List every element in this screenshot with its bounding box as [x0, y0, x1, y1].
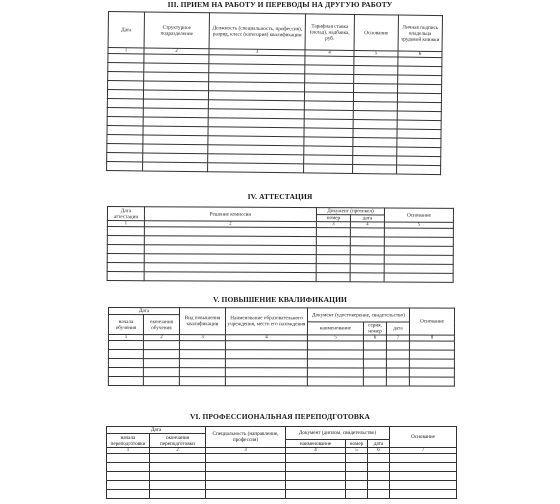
- column-number: 2: [144, 221, 316, 228]
- attestation-table: [107, 206, 454, 283]
- blank-cell: [108, 377, 143, 386]
- blank-cell: [384, 273, 453, 282]
- header-basis: Основание: [384, 208, 453, 222]
- header-row: [108, 12, 442, 52]
- header-end: окончания обучения: [143, 315, 179, 335]
- blank-cell: [350, 255, 384, 264]
- header-document-date: дата: [368, 440, 390, 448]
- blank-cell: [316, 264, 350, 273]
- header-end: окончания переподготовки: [150, 434, 206, 448]
- table-body: [107, 54, 442, 175]
- blank-cell: [179, 359, 225, 368]
- blank-cell: [150, 463, 206, 472]
- blank-cell: [350, 237, 384, 246]
- blank-cell: [350, 264, 384, 273]
- blank-cell: [108, 63, 144, 72]
- blank-cell: [179, 377, 225, 386]
- header-rate: Тарифная ставка (оклад), надбавка, руб.: [305, 14, 354, 51]
- header-department: Структурное подразделение: [144, 12, 209, 49]
- blank-cell: [107, 236, 144, 245]
- header-document: Документ (протокол): [316, 208, 384, 215]
- blank-cell: [368, 472, 390, 481]
- blank-cell: [304, 164, 353, 174]
- column-number: 3: [316, 222, 350, 228]
- blank-cell: [107, 227, 144, 236]
- blank-cell: [107, 481, 150, 490]
- blank-cell: [384, 246, 453, 255]
- blank-cell: [316, 255, 350, 264]
- blank-cell: [206, 472, 286, 481]
- blank-cell: [307, 368, 363, 377]
- column-number: 6: [368, 448, 390, 454]
- blank-cell: [286, 490, 346, 499]
- column-number: 4: [286, 448, 346, 454]
- header-basis: Основание: [409, 308, 454, 335]
- blank-cell: [107, 125, 143, 134]
- header-document-series: серия, номер: [363, 322, 386, 335]
- blank-cell: [225, 350, 307, 359]
- section-3-title: III. ПРИЕМ НА РАБОТУ И ПЕРЕВОДЫ НА ДРУГУЮ РАБОТУ: [167, 0, 393, 9]
- blank-cell: [107, 245, 144, 254]
- blank-cell: [108, 72, 144, 81]
- blank-cell: [390, 454, 457, 463]
- column-number: 3: [209, 49, 305, 56]
- blank-cell: [346, 481, 368, 490]
- blank-cell: [409, 350, 454, 359]
- blank-cell: [225, 368, 307, 377]
- column-number: 5: [307, 335, 363, 341]
- blank-cell: [150, 454, 206, 463]
- blank-row: [107, 272, 453, 283]
- blank-cell: [107, 143, 143, 152]
- column-number: 5: [384, 222, 453, 228]
- blank-cell: [409, 359, 454, 368]
- header-date: Дата: [108, 12, 144, 48]
- column-number: 4: [305, 50, 354, 57]
- header-document-number: номер: [316, 215, 350, 222]
- blank-cell: [225, 341, 307, 350]
- blank-cell: [108, 350, 143, 359]
- blank-cell: [316, 273, 350, 282]
- blank-row: [107, 472, 457, 481]
- blank-cell: [386, 368, 409, 377]
- header-document-date: дата: [386, 322, 409, 335]
- blank-cell: [368, 454, 390, 463]
- blank-cell: [143, 350, 179, 359]
- blank-cell: [368, 481, 390, 490]
- blank-cell: [386, 350, 409, 359]
- column-number: 3: [206, 448, 286, 454]
- column-number: 1: [108, 335, 143, 341]
- header-row: [107, 427, 457, 434]
- blank-cell: [107, 134, 143, 143]
- header-attestation-date: Дата аттестации: [107, 207, 144, 221]
- blank-cell: [409, 341, 454, 350]
- blank-cell: [384, 264, 453, 273]
- blank-row: [107, 481, 457, 490]
- blank-row: [107, 454, 457, 463]
- header-commission-decision: Решение комиссии: [144, 207, 316, 222]
- blank-cell: [316, 237, 350, 246]
- blank-cell: [346, 454, 368, 463]
- blank-cell: [286, 481, 346, 490]
- header-specialty: Специальность (направление, профессия): [206, 427, 286, 448]
- blank-cell: [143, 162, 208, 172]
- blank-cell: [107, 272, 144, 281]
- table-body: [107, 227, 453, 283]
- blank-cell: [225, 359, 307, 368]
- blank-cell: [316, 246, 350, 255]
- blank-cell: [363, 377, 386, 386]
- blank-cell: [363, 368, 386, 377]
- blank-cell: [150, 490, 206, 499]
- blank-cell: [316, 228, 350, 237]
- blank-row: [107, 490, 457, 499]
- blank-cell: [107, 463, 150, 472]
- blank-cell: [206, 490, 286, 499]
- blank-cell: [307, 350, 363, 359]
- qualification-improvement-table: [108, 307, 455, 387]
- blank-cell: [386, 341, 409, 350]
- header-signature: Личная подпись владельца трудовой книжки: [398, 15, 442, 52]
- header-start: начала переподготовки: [107, 434, 150, 448]
- retraining-table: [106, 426, 457, 499]
- blank-cell: [107, 152, 143, 161]
- blank-cell: [384, 228, 453, 237]
- blank-cell: [150, 481, 206, 490]
- blank-cell: [390, 472, 457, 481]
- column-number: 7: [386, 335, 409, 341]
- header-document: Документ (диплом, свидетельство): [286, 427, 390, 440]
- section-4-title: IV. АТТЕСТАЦИЯ: [247, 192, 313, 201]
- column-number: 6: [398, 51, 442, 58]
- blank-cell: [390, 490, 457, 499]
- column-number: 1: [107, 448, 150, 454]
- header-row: [107, 207, 453, 216]
- blank-cell: [368, 490, 390, 499]
- blank-cell: [150, 472, 206, 481]
- blank-cell: [409, 377, 454, 386]
- blank-cell: [107, 161, 143, 170]
- blank-cell: [107, 116, 143, 125]
- header-basis: Основание: [390, 427, 457, 448]
- column-number: 2: [143, 335, 179, 341]
- column-number: 3: [179, 335, 225, 341]
- blank-cell: [363, 359, 386, 368]
- blank-cell: [179, 350, 225, 359]
- blank-cell: [286, 463, 346, 472]
- blank-cell: [386, 377, 409, 386]
- blank-cell: [346, 463, 368, 472]
- blank-cell: [353, 165, 397, 175]
- header-document-name: наименование: [286, 440, 346, 448]
- blank-cell: [107, 98, 143, 107]
- blank-cell: [108, 359, 143, 368]
- blank-cell: [409, 368, 454, 377]
- blank-cell: [368, 463, 390, 472]
- blank-cell: [143, 359, 179, 368]
- header-document-number: номер: [346, 440, 368, 448]
- blank-cell: [206, 454, 286, 463]
- blank-cell: [397, 165, 441, 175]
- blank-cell: [206, 463, 286, 472]
- header-document: Документ (удостоверение, свидетельство): [307, 308, 409, 322]
- header-basis: Основание: [354, 15, 398, 52]
- hiring-transfers-table: [106, 11, 443, 175]
- column-number: 1: [108, 48, 144, 54]
- blank-cell: [107, 454, 150, 463]
- blank-cell: [143, 368, 179, 377]
- blank-cell: [350, 228, 384, 237]
- column-number: 2: [150, 448, 206, 454]
- section-5-title: V. ПОВЫШЕНИЕ КВАЛИФИКАЦИИ: [213, 295, 347, 304]
- header-institution: Наименование образовательного учреждения, место его нахождения: [225, 308, 307, 335]
- blank-cell: [107, 490, 150, 499]
- column-number: 1: [107, 221, 144, 227]
- blank-row: [108, 377, 454, 387]
- column-number: 8: [409, 335, 454, 341]
- header-training-kind: Вид повышения квалификации: [179, 308, 225, 335]
- blank-cell: [286, 454, 346, 463]
- blank-cell: [350, 246, 384, 255]
- blank-cell: [143, 341, 179, 350]
- blank-cell: [179, 341, 225, 350]
- blank-cell: [386, 359, 409, 368]
- blank-cell: [363, 350, 386, 359]
- blank-cell: [307, 341, 363, 350]
- header-date: Дата: [108, 308, 179, 315]
- table-body: [108, 341, 454, 387]
- blank-cell: [108, 81, 144, 90]
- blank-cell: [107, 254, 144, 263]
- blank-cell: [108, 368, 143, 377]
- blank-row: [107, 463, 457, 472]
- column-number: 6: [363, 335, 386, 341]
- blank-cell: [206, 481, 286, 490]
- section-6-title: VI. ПРОФЕССИОНАЛЬНАЯ ПЕРЕПОДГОТОВКА: [189, 412, 371, 421]
- header-date: Дата: [107, 427, 206, 434]
- column-number: 2: [144, 48, 209, 55]
- blank-cell: [286, 472, 346, 481]
- blank-cell: [363, 341, 386, 350]
- blank-cell: [208, 163, 304, 173]
- header-position: Должность (специальность, профессия), разряд, класс (категория) квалификации: [209, 13, 305, 50]
- blank-cell: [179, 368, 225, 377]
- blank-cell: [390, 481, 457, 490]
- blank-cell: [346, 472, 368, 481]
- blank-cell: [350, 273, 384, 282]
- header-start: начала обучения: [108, 315, 143, 335]
- blank-cell: [225, 377, 307, 386]
- blank-cell: [107, 472, 150, 481]
- blank-cell: [107, 90, 143, 99]
- column-number: 4: [350, 222, 384, 228]
- blank-cell: [307, 359, 363, 368]
- column-number: 7: [390, 448, 457, 454]
- column-number: 4: [225, 335, 307, 341]
- table-body: [107, 454, 457, 499]
- blank-cell: [107, 107, 143, 116]
- blank-cell: [384, 237, 453, 246]
- blank-cell: [390, 463, 457, 472]
- blank-cell: [144, 272, 316, 282]
- header-document-name: наименование: [307, 322, 363, 335]
- blank-cell: [346, 490, 368, 499]
- column-number: 5: [346, 448, 368, 454]
- blank-cell: [108, 341, 143, 350]
- blank-cell: [307, 377, 363, 386]
- header-document-date: дата: [350, 215, 384, 222]
- blank-cell: [108, 54, 144, 63]
- blank-cell: [384, 255, 453, 264]
- column-number: 5: [354, 51, 398, 58]
- blank-cell: [143, 377, 179, 386]
- blank-cell: [107, 263, 144, 272]
